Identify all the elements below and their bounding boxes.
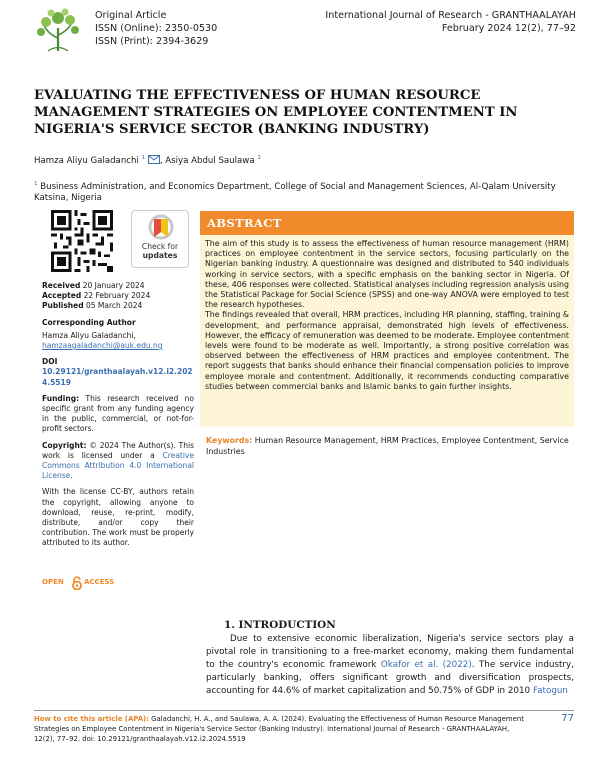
affiliation-marker: 1 bbox=[141, 155, 146, 161]
copyright-text: © 2024 The Author(s). This work is licensed under a bbox=[42, 440, 194, 460]
journal-info bbox=[95, 9, 217, 48]
accepted-label: Accepted bbox=[42, 291, 82, 301]
journal-logo-icon bbox=[34, 8, 82, 52]
abstract-box bbox=[200, 211, 574, 427]
received-label: Received bbox=[42, 281, 81, 290]
abstract-heading: ABSTRACT bbox=[200, 211, 574, 235]
keywords bbox=[206, 436, 574, 457]
received-date: 20 January 2024 bbox=[82, 281, 145, 290]
keywords-label: Keywords: bbox=[206, 436, 253, 445]
open-access-badge bbox=[42, 576, 116, 590]
paper-title: EVALUATING THE EFFECTIVENESS OF HUMAN RESOURCE MANAGEMENT STRATEGIES ON EMPLOYEE CONTENTMENT IN NIGERIA'S SERVICE SECTOR (BANKING INDUSTRY) bbox=[34, 88, 518, 137]
license-link[interactable]: Creative Commons Attribution 4.0 International License bbox=[42, 450, 194, 481]
doi-link[interactable]: 10.29121/granthaalayah.v12.i2.2024.5519 bbox=[42, 367, 193, 387]
accepted-date: 22 February 2024 bbox=[83, 291, 151, 301]
introduction-text bbox=[206, 633, 574, 698]
copyright-label: Copyright: bbox=[42, 440, 87, 450]
author-name[interactable]: Hamza Aliyu Galadanchi bbox=[34, 155, 139, 166]
abstract-paragraph: The aim of this study is to assess the effectiveness of human resource management (HRM) practices on employee contentment in the service sectors, focusing particularly on the Nigerian banking industry. A questionnaire was designed and distributed to 540 individuals working in service sectors, with a specific emphasis on the banking sector in Nigeria. Of these, 406 responses were collected. Statistical analyses including regression analysis using the Statistical Package for Social Science (SPSS) and one-way ANOVA were employed to test the research hypotheses. bbox=[205, 239, 569, 310]
journal-issue-info bbox=[325, 9, 576, 35]
updates-label: updates bbox=[142, 251, 178, 260]
author-separator: , bbox=[159, 155, 166, 166]
intro-paragraph: Due to extensive economic liberalization, Nigeria's service sectors play a pivotal role in transitioning to a free-market economy, making them fundamental to the country's economic framework bbox=[206, 634, 574, 670]
access-label: ACCESS bbox=[84, 578, 115, 586]
bookmark-icon bbox=[132, 213, 190, 243]
doi-block bbox=[42, 357, 194, 388]
article-type: Original Article bbox=[95, 10, 167, 21]
citation-link[interactable]: Fatogun bbox=[532, 686, 568, 696]
affiliation-marker: 1 bbox=[257, 155, 261, 161]
affiliation-marker: 1 bbox=[34, 181, 38, 187]
check-for-updates-badge[interactable] bbox=[131, 210, 189, 268]
abstract-paragraph: The findings revealed that overall, HRM practices, including HR planning, staffing, training & development, and performance appraisal, demonstrated high levels of effectiveness. However, the efficacy of remuneration was deemed to be moderate. Employee contentment levels were found to be moderate as well. Importantly, a strong positive correlation was observed between the effectiveness of HRM practices and employee contentment. The report suggests that banks should enhance their financial compensation policies to improve employee morale and contentment. Additionally, it recommends conducting comparative studies between commercial banks and Islamic banks to gain further insights. bbox=[205, 310, 569, 391]
copyright-statement bbox=[42, 441, 194, 482]
funding-text: This research received no specific grant from any funding agency in the public, commercial, or not-for-profit sectors. bbox=[42, 393, 195, 434]
published-label: Published bbox=[42, 301, 84, 311]
corresponding-author bbox=[42, 318, 194, 352]
how-to-cite-label: How to cite this article (APA): bbox=[34, 715, 149, 723]
author-name[interactable]: Asiya Abdul Saulawa bbox=[165, 155, 255, 166]
corresponding-heading: Corresponding Author bbox=[42, 317, 136, 327]
email-icon[interactable] bbox=[148, 155, 160, 164]
doi-heading: DOI bbox=[42, 357, 58, 367]
article-sidebar bbox=[42, 281, 194, 555]
open-label: OPEN bbox=[42, 578, 64, 586]
corresponding-email-link[interactable]: hamzaagaladanchi@auk.edu.ng bbox=[42, 341, 163, 351]
how-to-cite bbox=[34, 714, 524, 744]
keywords-text: Human Resource Management, HRM Practices, Employee Contentment, Service Industries bbox=[206, 436, 569, 456]
intro-paragraph: . The service industry, particularly banking, offers significant growth and diversification prospects, accounting for 44.6% of market capitalization and 50.75% of GDP in 2010 bbox=[206, 660, 574, 696]
page-number: 77 bbox=[561, 713, 574, 724]
journal-name: International Journal of Research - GRANTHAALAYAH bbox=[325, 10, 576, 21]
author-list bbox=[34, 152, 261, 167]
citation-link[interactable]: Okafor et al. (2022) bbox=[380, 660, 472, 670]
open-access-lock-icon bbox=[71, 576, 83, 590]
funding-label: Funding: bbox=[42, 393, 80, 403]
footer-divider bbox=[34, 710, 574, 711]
corresponding-name: Hamza Aliyu Galadanchi, bbox=[42, 330, 136, 340]
issn-online: ISSN (Online): 2350-0530 bbox=[95, 23, 218, 34]
article-dates bbox=[42, 281, 194, 312]
license-note: With the license CC-BY, authors retain the copyright, allowing anyone to download, reuse, re-print, modify, distribute, and/or copy their contribution. The work must be properly attributed to its author. bbox=[42, 487, 194, 548]
published-date: 05 March 2024 bbox=[86, 301, 143, 311]
copyright-end: . bbox=[70, 471, 73, 481]
check-for-label: Check for bbox=[141, 242, 179, 251]
funding-statement bbox=[42, 394, 194, 435]
affiliation bbox=[34, 179, 574, 204]
qr-code-icon bbox=[51, 210, 113, 272]
abstract-body bbox=[200, 235, 574, 392]
section-heading: 1. INTRODUCTION bbox=[224, 619, 336, 631]
issn-print: ISSN (Print): 2394-3629 bbox=[95, 36, 209, 47]
citation-text: Galadanchi, H. A., and Saulawa, A. A. (2024). Evaluating the Effectiveness of Human Resource Management Strategies on Employee Contentment in Nigeria's Service Sector (Banking Industry). International Journal of Research - GRANTHAALAYAH, 12(2), 77–92. doi: 10.29121/granthaalayah.v12.i2.2024.5519 bbox=[34, 715, 524, 743]
issue-info: February 2024 12(2), 77–92 bbox=[441, 23, 576, 34]
affiliation-text: Business Administration, and Economics Department, College of Social and Management Sciences, Al-Qalam University Katsina, Nigeria bbox=[34, 181, 556, 203]
